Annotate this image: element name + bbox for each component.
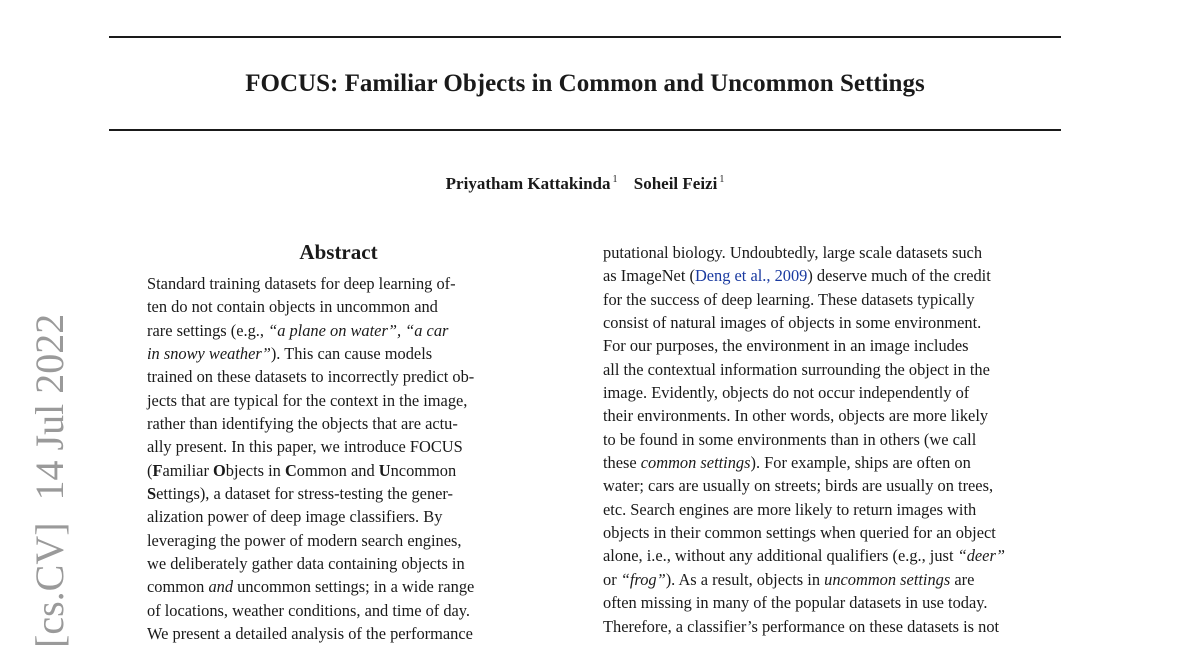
bold-text: U (378, 460, 391, 480)
abstract-body (147, 272, 537, 646)
text-line (603, 544, 1063, 567)
text-run: ). As a result, objects in (665, 569, 825, 589)
text-run: Standard training datasets for deep learning of- (147, 274, 456, 293)
emphasis-text: in snowy weather” (147, 344, 271, 364)
text-run: we deliberately gather data containing objects in (147, 554, 465, 574)
text-run: putational biology. Undoubtedly, large scale datasets such (603, 243, 983, 262)
text-line (603, 591, 1063, 614)
text-run: these (603, 453, 641, 473)
emphasis-text: common settings (640, 453, 751, 473)
text-line (147, 599, 537, 622)
text-line (147, 342, 537, 365)
text-run: alone, i.e., without any additional qualifiers (e.g., just (603, 546, 958, 566)
text-run: water; cars are usually on streets; birds are usually on trees, (603, 476, 994, 496)
emphasis-text: and (208, 577, 234, 597)
text-line (147, 505, 537, 528)
text-run: ommon and (296, 460, 379, 480)
text-line (147, 482, 537, 505)
emphasis-text: “deer” (957, 546, 1005, 566)
arxiv-category: [cs.CV] (27, 522, 72, 648)
author-affiliation-mark: 1 (719, 174, 725, 185)
text-line (603, 404, 1063, 427)
text-line (147, 365, 537, 388)
text-run: jects that are typical for the context in the image, (147, 390, 468, 410)
text-line (603, 381, 1063, 404)
text-run: trained on these datasets to incorrectly predict ob- (147, 367, 475, 387)
text-run: ncommon (390, 460, 457, 480)
text-line (147, 552, 537, 575)
text-run: ( (147, 460, 153, 480)
text-run: alization power of deep image classifiers. By (147, 507, 443, 527)
text-line (147, 272, 537, 295)
text-line (603, 474, 1063, 497)
text-run: often missing in many of the popular datasets in use today. (603, 593, 988, 613)
text-run: of locations, weather conditions, and time of day. (147, 600, 471, 620)
author-name: Priyatham Kattakinda (445, 174, 611, 193)
text-run: to be found in some environments than in others (we call (603, 429, 977, 449)
text-run: For our purposes, the environment in an image includes (603, 336, 969, 356)
text-run: objects in their common settings when queried for an object (603, 523, 996, 543)
text-run: common (147, 577, 209, 597)
author-list (109, 173, 1061, 195)
text-line (603, 311, 1063, 334)
bold-text: F (152, 460, 163, 480)
text-run: consist of natural images of objects in some environment. (603, 313, 982, 333)
text-run: leveraging the power of modern search engines, (147, 530, 462, 550)
text-line (603, 241, 1063, 264)
text-line (603, 498, 1063, 521)
text-run: ) deserve much of the credit (807, 266, 991, 286)
text-line (147, 575, 537, 598)
text-line (147, 459, 537, 482)
text-run: uncommon settings; in a wide range (233, 577, 475, 597)
text-line (603, 264, 1063, 287)
text-run: rare settings (e.g., (147, 320, 269, 340)
text-run: for the success of deep learning. These datasets typically (603, 289, 975, 309)
text-line (603, 428, 1063, 451)
text-line (603, 288, 1063, 311)
text-line (603, 615, 1063, 638)
text-run: etc. Search engines are more likely to return images with (603, 499, 977, 519)
text-line (603, 451, 1063, 474)
author-name: Soheil Feizi (633, 174, 718, 193)
text-line (147, 295, 537, 318)
emphasis-text: “frog” (620, 569, 666, 589)
title-top-rule (109, 36, 1061, 38)
text-run: ). This can cause models (270, 344, 433, 364)
title-bottom-rule (109, 129, 1061, 131)
text-run: Therefore, a classifier’s performance on these datasets is not (603, 616, 1000, 636)
bold-text: C (284, 460, 297, 480)
text-run: rather than identifying the objects that are actu- (147, 414, 458, 434)
text-run: We present a detailed analysis of the performance (147, 624, 473, 644)
text-line (147, 389, 537, 412)
introduction-body (603, 241, 1063, 638)
text-line (603, 521, 1063, 544)
text-line (147, 529, 537, 552)
text-run: image. Evidently, objects do not occur independently of (603, 383, 970, 403)
paper-title: FOCUS: Familiar Objects in Common and Uncommon Settings (245, 70, 925, 97)
bold-text: S (147, 484, 157, 504)
text-line (147, 319, 537, 342)
text-run: their environments. In other words, objects are more likely (603, 406, 989, 426)
text-run: are (950, 569, 975, 589)
text-run: amiliar (162, 460, 214, 480)
author (446, 174, 618, 193)
text-line (147, 622, 537, 645)
citation-link[interactable]: Deng et al., 2009 (694, 266, 808, 286)
text-line (603, 334, 1063, 357)
author (634, 174, 725, 193)
emphasis-text: uncommon settings (824, 569, 951, 589)
text-run: bjects in (225, 460, 285, 480)
text-run: or (603, 569, 621, 589)
text-run: ettings), a dataset for stress-testing the gener- (156, 484, 454, 504)
text-run: as ImageNet ( (603, 266, 695, 286)
emphasis-text: “a plane on water”, “a car (268, 320, 449, 340)
text-run: ally present. In this paper, we introduce FOCUS (147, 437, 463, 457)
text-run: ten do not contain objects in uncommon and (147, 297, 438, 317)
arxiv-stamp (27, 313, 72, 648)
text-run: all the contextual information surrounding the object in the (603, 359, 990, 379)
text-line (147, 435, 537, 458)
text-line (147, 412, 537, 435)
bold-text: O (213, 460, 226, 480)
text-line (603, 358, 1063, 381)
text-run: ). For example, ships are often on (750, 453, 971, 473)
abstract-heading: Abstract (299, 240, 378, 264)
text-line (603, 568, 1063, 591)
arxiv-date: 14 Jul 2022 (27, 313, 72, 501)
author-affiliation-mark: 1 (612, 174, 618, 185)
